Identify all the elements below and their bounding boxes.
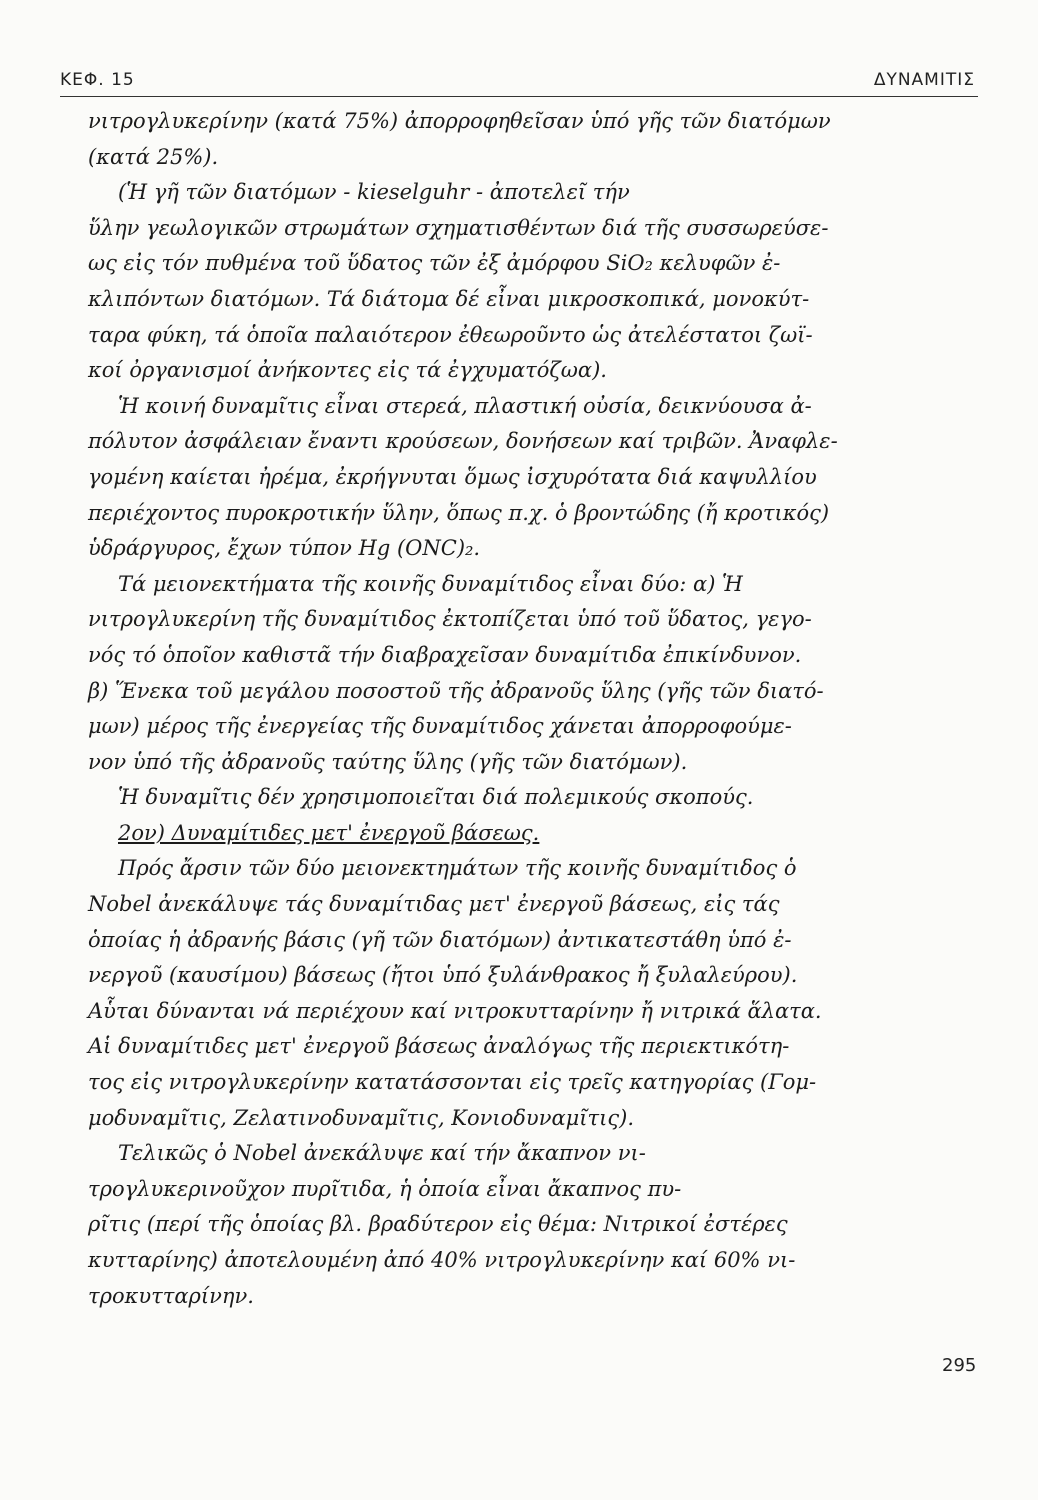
text-line: (Ἡ γῆ τῶν διατόμων - kieselguhr - ἀποτελεῖ τήν xyxy=(118,180,630,205)
section-heading: 2ον) Δυναμίτιδες μετ' ἐνεργοῦ βάσεως. xyxy=(118,820,540,845)
text-line: τροκυτταρίνην. xyxy=(88,1283,254,1308)
text-line: νον ὑπό τῆς ἀδρανοῦς ταύτης ὕλης (γῆς τῶν διατόμων). xyxy=(88,749,688,774)
text-line: Nobel ἀνεκάλυψε τάς δυναμίτιδας μετ' ἐνεργοῦ βάσεως, εἰς τάς xyxy=(88,892,780,917)
text-line: ὑδράργυρος, ἔχων τύπον Hg (ONC)₂. xyxy=(88,536,481,561)
text-line: περιέχοντος πυροκροτικήν ὕλην, ὅπως π.χ. ὁ βροντώδης (ἤ κροτικός) xyxy=(88,500,830,525)
running-header xyxy=(60,70,975,90)
text-line: νός τό ὁποῖον καθιστᾶ τήν διαβραχεῖσαν δυναμίτιδα ἐπικίνδυνον. xyxy=(88,642,802,667)
text-line: Τελικῶς ὁ Nobel ἀνεκάλυψε καί τήν ἄκαπνον νι- xyxy=(118,1141,646,1166)
text-line: μοδυναμῖτις, Ζελατινοδυναμῖτις, Κονιοδυναμῖτις). xyxy=(88,1105,634,1130)
text-line: νιτρογλυκερίνη τῆς δυναμίτιδος ἐκτοπίζεται ὑπό τοῦ ὕδατος, γεγο- xyxy=(88,607,812,632)
text-line: ὁποίας ἡ ἀδρανής βάσις (γῆ τῶν διατόμων) ἀντικατεστάθη ὑπό ἐ- xyxy=(88,927,792,952)
text-line: τος εἰς νιτρογλυκερίνην κατατάσσονται εἰς τρεῖς κατηγορίας (Γομ- xyxy=(88,1070,817,1095)
text-line: γομένη καίεται ἠρέμα, ἐκρήγνυται ὅμως ἰσχυρότατα διά καψυλλίου xyxy=(88,464,817,489)
text-line: β) Ἕνεκα τοῦ μεγάλου ποσοστοῦ τῆς ἀδρανοῦς ὕλης (γῆς τῶν διατό- xyxy=(88,678,824,703)
text-line: Ἡ δυναμῖτις δέν χρησιμοποιεῖται διά πολεμικούς σκοπούς. xyxy=(118,785,754,810)
text-line: κοί ὀργανισμοί ἀνήκοντες εἰς τά ἐγχυματόζωα). xyxy=(88,358,607,383)
text-line: νιτρογλυκερίνην (κατά 75%) ἀπορροφηθεῖσαν ὑπό γῆς τῶν διατόμων xyxy=(88,109,831,133)
header-rule xyxy=(60,96,978,97)
text-line: μων) μέρος τῆς ἐνεργείας τῆς δυναμίτιδος χάνεται ἀπορροφούμε- xyxy=(88,714,792,739)
page-number: 295 xyxy=(942,1355,977,1376)
text-line: Αἱ δυναμίτιδες μετ' ἐνεργοῦ βάσεως ἀναλόγως τῆς περιεκτικότη- xyxy=(88,1034,790,1059)
text-line: κλιπόντων διατόμων. Τά διάτομα δέ εἶναι μικροσκοπικά, μονοκύτ- xyxy=(88,286,810,311)
text-line: νεργοῦ (καυσίμου) βάσεως (ἤτοι ὑπό ξυλάνθρακος ἤ ξυλαλεύρου). xyxy=(88,963,798,988)
text-line: Ἡ κοινή δυναμῖτις εἶναι στερεά, πλαστική οὐσία, δεικνύουσα ἀ- xyxy=(118,393,812,418)
body-text xyxy=(88,104,993,1314)
text-line: ρῖτις (περί τῆς ὁποίας βλ. βραδύτερον εἰς θέμα: Νιτρικοί ἐστέρες xyxy=(88,1212,788,1237)
text-line: Πρός ἄρσιν τῶν δύο μειονεκτημάτων τῆς κοινῆς δυναμίτιδος ὁ xyxy=(118,856,797,881)
text-line: ως εἰς τόν πυθμένα τοῦ ὕδατος τῶν ἐξ ἀμόρφου SiO₂ κελυφῶν ἐ- xyxy=(88,251,781,276)
text-line: (κατά 25%). xyxy=(88,144,219,169)
chapter-label: ΚΕΦ. 15 xyxy=(60,70,135,90)
text-line: Αὗται δύνανται νά περιέχουν καί νιτροκυτταρίνην ἤ νιτρικά ἅλατα. xyxy=(88,998,822,1023)
text-line: ὕλην γεωλογικῶν στρωμάτων σχηματισθέντων διά τῆς συσσωρεύσε- xyxy=(88,215,829,240)
text-line: πόλυτον ἀσφάλειαν ἔναντι κρούσεων, δονήσεων καί τριβῶν. Ἀναφλε- xyxy=(88,429,838,454)
text-line: κυτταρίνης) ἀποτελουμένη ἀπό 40% νιτρογλυκερίνην καί 60% νι- xyxy=(88,1248,796,1272)
section-title: ΔΥΝΑΜΙΤΙΣ xyxy=(873,70,975,90)
text-line: ταρα φύκη, τά ὁποῖα παλαιότερον ἐθεωροῦντο ὡς ἀτελέστατοι ζωϊ- xyxy=(88,322,813,347)
text-line: τρογλυκερινοῦχον πυρῖτιδα, ἡ ὁποία εἶναι ἄκαπνος πυ- xyxy=(88,1176,682,1201)
text-line: Τά μειονεκτήματα τῆς κοινῆς δυναμίτιδος εἶναι δύο: α) Ἡ xyxy=(118,571,743,596)
